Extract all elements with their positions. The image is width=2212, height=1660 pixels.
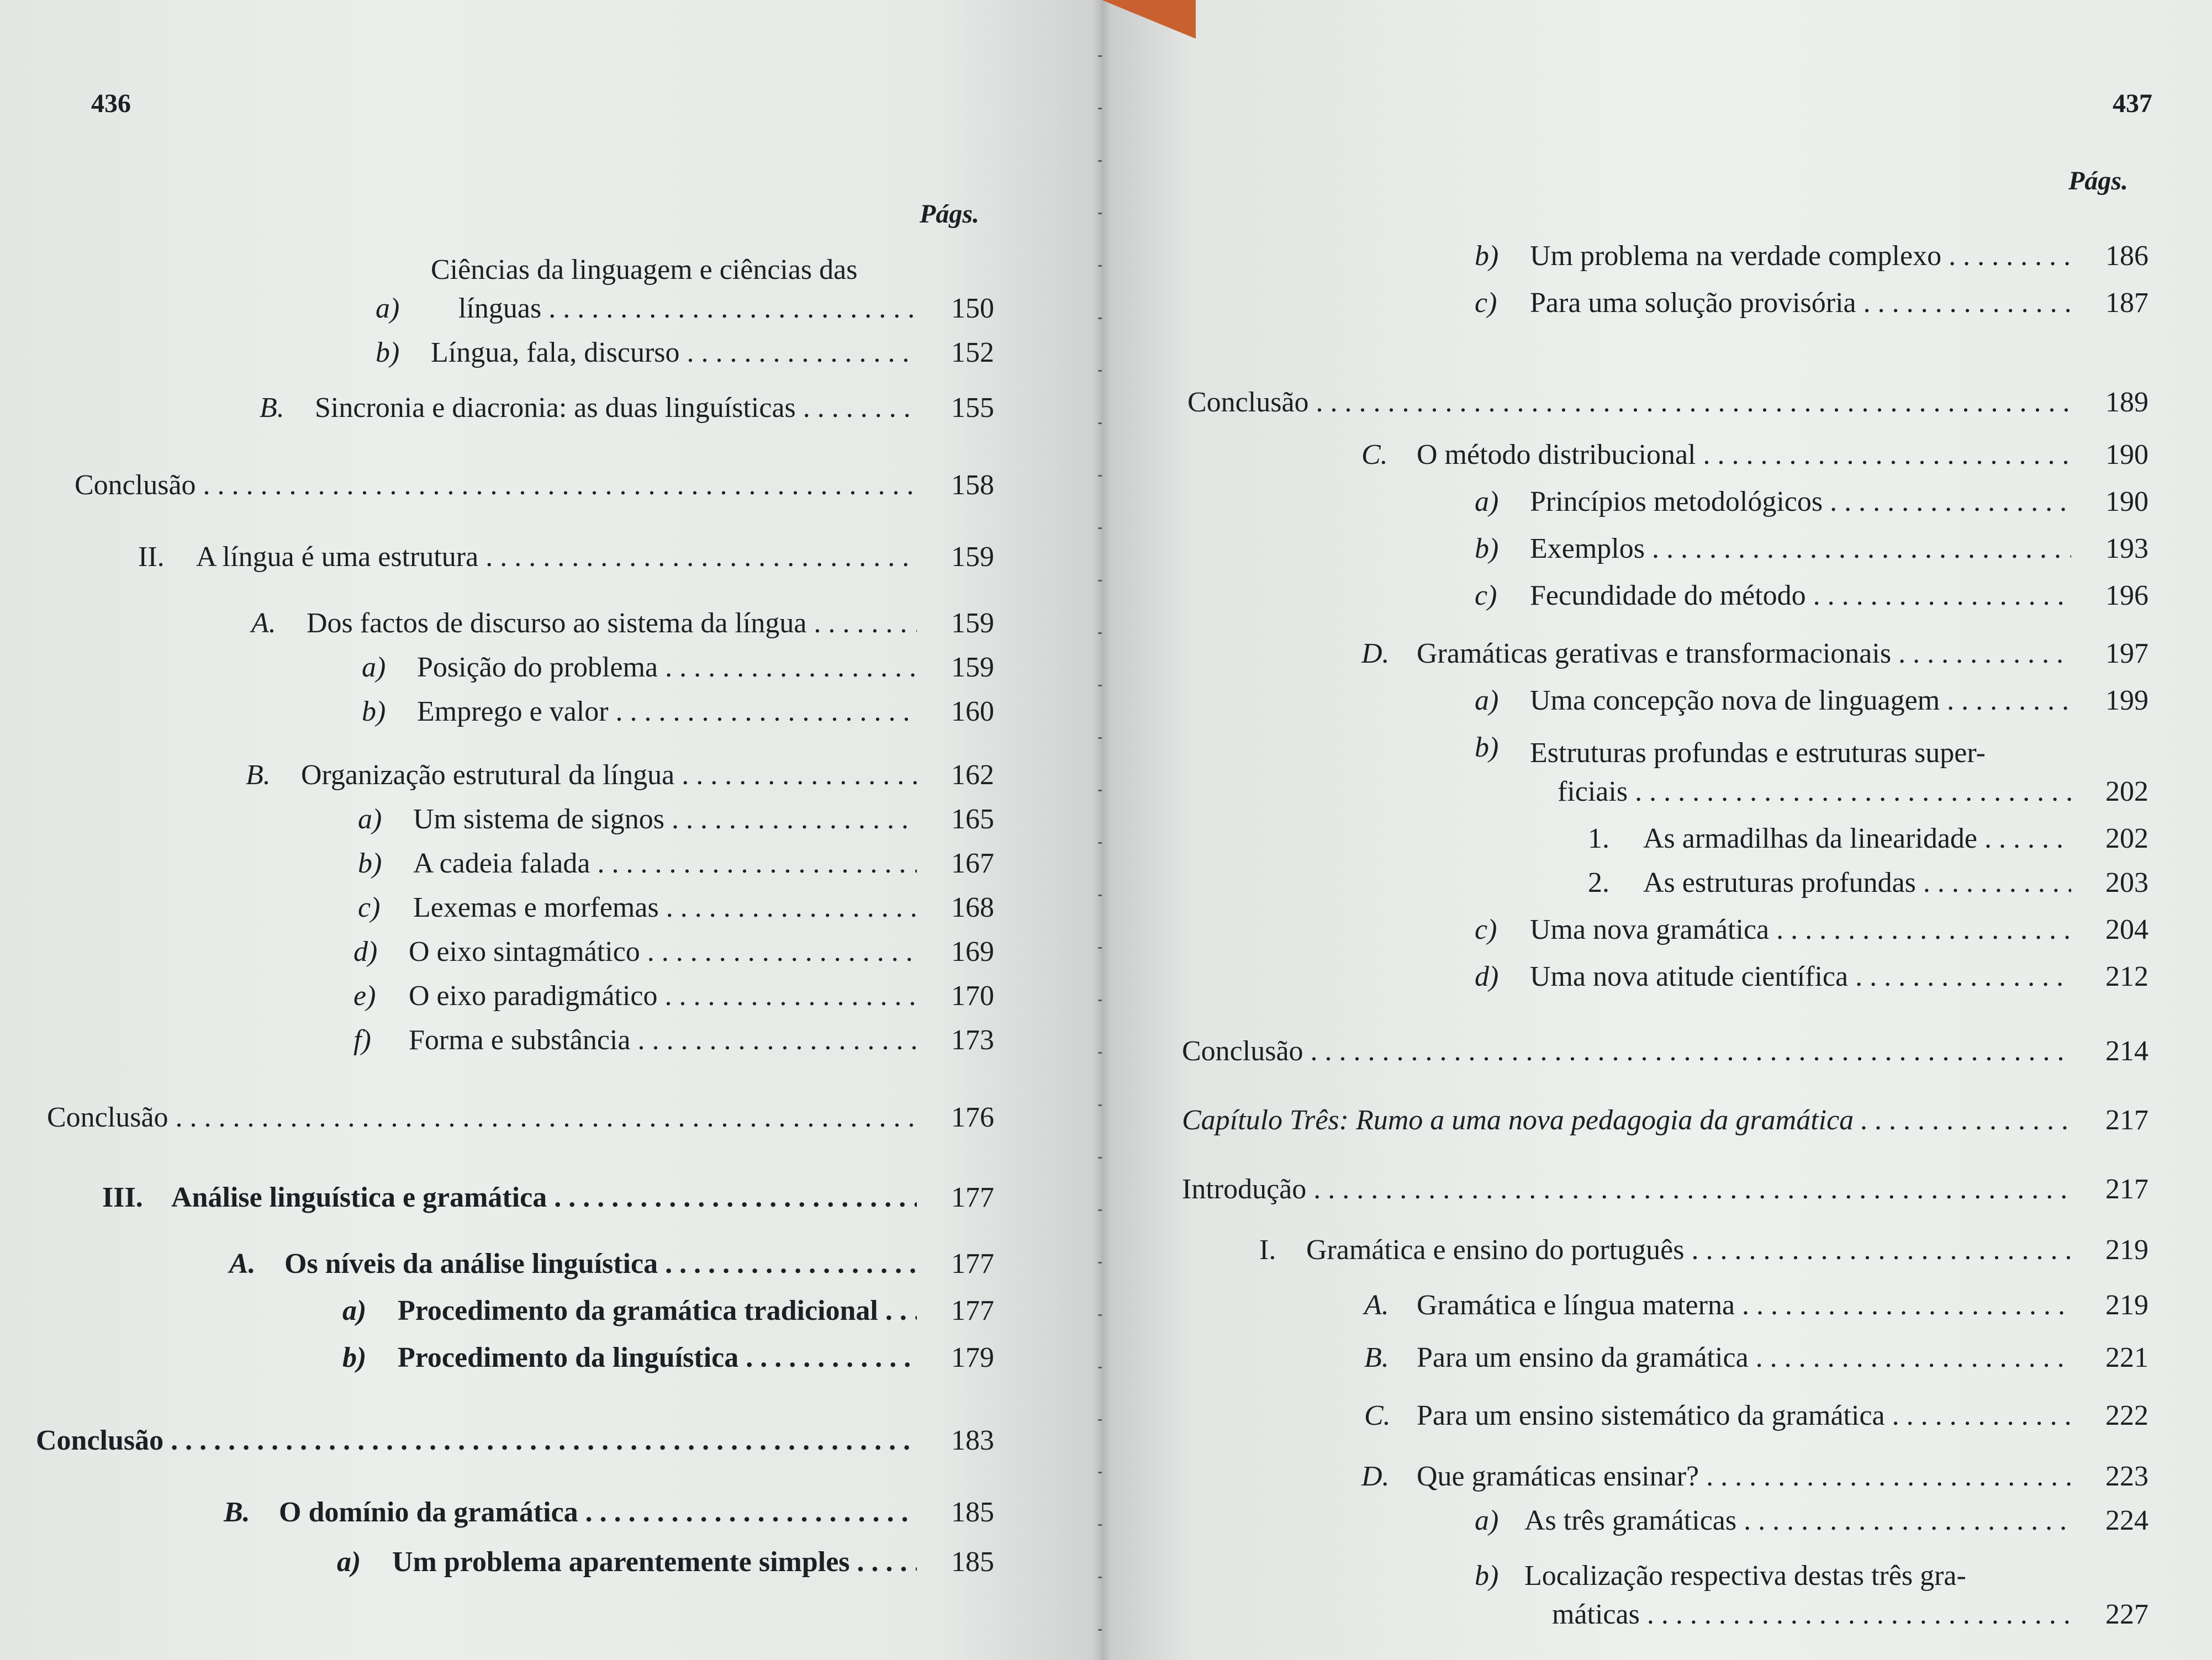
entry-title: Análise linguística e gramática . . . bbox=[171, 1181, 917, 1214]
toc-entry bbox=[358, 842, 994, 885]
toc-entry bbox=[47, 1096, 994, 1139]
entry-marker: B. bbox=[1364, 1342, 1389, 1373]
entry-page: 193 bbox=[2105, 533, 2148, 564]
entry-marker: a) bbox=[1475, 486, 1499, 517]
stitch-mark bbox=[1098, 1262, 1102, 1263]
entry-marker: D. bbox=[1361, 1461, 1390, 1492]
stitch-mark bbox=[1098, 265, 1102, 267]
entry-title: Dos factos de discurso ao sistema da língua . . . bbox=[307, 607, 917, 639]
stitch-mark bbox=[1098, 842, 1102, 844]
stitch-mark bbox=[1098, 737, 1102, 739]
entry-marker: a) bbox=[342, 1295, 367, 1326]
toc-entry bbox=[1475, 908, 2148, 951]
entry-marker: b) bbox=[376, 337, 400, 368]
entry-page: 217 bbox=[2105, 1104, 2148, 1136]
entry-title: Procedimento da linguística . . . bbox=[398, 1341, 917, 1374]
entry-page: 176 bbox=[951, 1102, 994, 1133]
toc-entry bbox=[376, 254, 994, 330]
toc-entry bbox=[1475, 480, 2148, 524]
entry-title: Forma e substância . . . bbox=[409, 1024, 917, 1056]
entry-page: 196 bbox=[2105, 580, 2148, 611]
toc-entry bbox=[138, 536, 994, 579]
entry-title: Organização estrutural da língua . . . bbox=[301, 759, 917, 791]
entry-title-first-line: Localização respectiva destas três gra- bbox=[1524, 1560, 1966, 1592]
toc-entry bbox=[353, 931, 994, 974]
toc-entry bbox=[1182, 1099, 2148, 1142]
entry-page: 173 bbox=[951, 1024, 994, 1056]
toc-entry bbox=[251, 602, 994, 645]
entry-marker: d) bbox=[353, 936, 378, 968]
entry-title: Um problema na verdade complexo . . . bbox=[1530, 240, 2071, 272]
stitch-mark bbox=[1098, 947, 1102, 949]
left-page bbox=[0, 0, 1102, 1660]
entry-marker: III. bbox=[102, 1182, 143, 1213]
toc-entry bbox=[1588, 817, 2148, 860]
stitch-mark bbox=[1098, 580, 1102, 581]
entry-page: 186 bbox=[2105, 240, 2148, 272]
entry-marker: 2. bbox=[1588, 867, 1609, 898]
toc-entry bbox=[75, 464, 994, 507]
entry-title: Para um ensino da gramática . . . bbox=[1417, 1341, 2071, 1374]
entry-page: 165 bbox=[951, 803, 994, 835]
toc-entry bbox=[1259, 1229, 2148, 1272]
entry-title: Gramática e ensino do português . . . bbox=[1306, 1234, 2071, 1266]
entry-title: As armadilhas da linearidade . . . bbox=[1643, 822, 2071, 855]
entry-marker: A. bbox=[229, 1248, 256, 1280]
stitch-mark bbox=[1098, 1157, 1102, 1159]
entry-page: 203 bbox=[2105, 867, 2148, 898]
entry-page: 190 bbox=[2105, 439, 2148, 470]
entry-page: 177 bbox=[951, 1295, 994, 1326]
entry-title-first-line: Estruturas profundas e estruturas super- bbox=[1530, 737, 1986, 769]
page-number: 437 bbox=[2113, 89, 2152, 118]
right-page bbox=[1102, 0, 2212, 1660]
entry-marker: 1. bbox=[1588, 823, 1609, 854]
stitch-mark bbox=[1098, 1367, 1102, 1368]
stitch-mark bbox=[1098, 1000, 1102, 1001]
entry-page: 224 bbox=[2105, 1505, 2148, 1536]
stitch-mark bbox=[1098, 213, 1102, 214]
entry-page: 159 bbox=[951, 607, 994, 639]
toc-entry bbox=[1182, 1030, 2148, 1073]
entry-page: 162 bbox=[951, 759, 994, 791]
stitch-mark bbox=[1098, 1472, 1102, 1473]
toc-entry bbox=[1182, 1168, 2148, 1211]
toc-entry bbox=[1475, 282, 2148, 325]
entry-marker: f) bbox=[353, 1024, 371, 1056]
stitch-mark bbox=[1098, 895, 1102, 896]
toc-entry bbox=[337, 1541, 994, 1584]
toc-entry bbox=[358, 798, 994, 841]
entry-title: Conclusão . . . bbox=[36, 1424, 917, 1457]
entry-marker: c) bbox=[1475, 580, 1497, 611]
entry-title: máticas . . . bbox=[1552, 1598, 2071, 1631]
book-gutter bbox=[1092, 0, 1111, 1660]
toc-entry bbox=[362, 690, 994, 733]
entry-page: 187 bbox=[2105, 287, 2148, 319]
entry-page: 214 bbox=[2105, 1035, 2148, 1067]
entry-page: 150 bbox=[951, 293, 994, 324]
entry-title: Conclusão . . . bbox=[1187, 386, 2071, 419]
entry-title: Conclusão . . . bbox=[47, 1101, 917, 1134]
stitch-mark bbox=[1098, 632, 1102, 634]
toc-entry bbox=[1475, 732, 2148, 813]
toc-entry bbox=[358, 886, 994, 929]
entry-page: 204 bbox=[2105, 914, 2148, 945]
entry-page: 190 bbox=[2105, 486, 2148, 517]
entry-page: 197 bbox=[2105, 638, 2148, 669]
stitch-mark bbox=[1098, 1577, 1102, 1578]
stitch-mark bbox=[1098, 1629, 1102, 1631]
toc-entry bbox=[260, 387, 994, 430]
entry-title: Sincronia e diacronia: as duas linguísticas . . . bbox=[315, 392, 917, 424]
entry-page: 202 bbox=[2105, 823, 2148, 854]
toc-entry bbox=[342, 1336, 994, 1379]
entry-page: 202 bbox=[2105, 776, 2148, 807]
entry-title: Para uma solução provisória . . . bbox=[1530, 287, 2071, 319]
entry-title: A cadeia falada . . . bbox=[413, 847, 917, 880]
entry-page: 183 bbox=[951, 1425, 994, 1456]
entry-title: Língua, fala, discurso . . . bbox=[431, 336, 917, 369]
entry-title: As estruturas profundas . . . bbox=[1643, 866, 2071, 899]
entry-marker: A. bbox=[251, 607, 276, 639]
entry-page: 185 bbox=[951, 1497, 994, 1528]
toc-entry bbox=[1361, 632, 2148, 675]
entry-title: Gramáticas gerativas e transformacionais . . . bbox=[1417, 637, 2071, 670]
toc-entry bbox=[246, 754, 994, 797]
toc-entry bbox=[102, 1176, 994, 1219]
entry-marker: B. bbox=[246, 759, 271, 791]
toc-entry bbox=[1361, 433, 2148, 477]
entry-marker: b) bbox=[1475, 533, 1499, 564]
entry-marker: a) bbox=[1475, 1505, 1499, 1536]
entry-title: Exemplos . . . bbox=[1530, 532, 2071, 565]
stitch-mark bbox=[1098, 108, 1102, 109]
entry-title: Um problema aparentemente simples . . . bbox=[392, 1546, 917, 1578]
entry-marker: B. bbox=[260, 392, 284, 424]
entry-title: Que gramáticas ensinar? . . . bbox=[1417, 1460, 2071, 1493]
entry-marker: a) bbox=[1475, 685, 1499, 716]
entry-page: 185 bbox=[951, 1546, 994, 1578]
toc-entry bbox=[1475, 574, 2148, 617]
page-number: 436 bbox=[91, 89, 131, 118]
toc-entry bbox=[229, 1243, 994, 1286]
entry-page: 189 bbox=[2105, 387, 2148, 418]
entry-marker: c) bbox=[1475, 287, 1497, 319]
toc-entry bbox=[1475, 1560, 2148, 1636]
entry-page: 227 bbox=[2105, 1599, 2148, 1630]
toc-entry bbox=[224, 1491, 994, 1534]
entry-page: 199 bbox=[2105, 685, 2148, 716]
entry-marker: a) bbox=[337, 1546, 361, 1578]
toc-entry bbox=[353, 1019, 994, 1062]
entry-title-first-line: Ciências da linguagem e ciências das bbox=[431, 254, 858, 286]
entry-page: 155 bbox=[951, 392, 994, 424]
entry-title: O método distribucional . . . bbox=[1417, 438, 2071, 471]
toc-entry bbox=[1475, 527, 2148, 570]
toc-entry bbox=[362, 646, 994, 689]
entry-page: 219 bbox=[2105, 1289, 2148, 1321]
entry-marker: a) bbox=[376, 293, 400, 324]
entry-page: 177 bbox=[951, 1182, 994, 1213]
toc-entry bbox=[376, 331, 994, 374]
stitch-mark bbox=[1098, 370, 1102, 372]
entry-title: O domínio da gramática . . . bbox=[279, 1496, 917, 1529]
entry-marker: c) bbox=[358, 892, 381, 923]
entry-marker: b) bbox=[362, 696, 386, 727]
entry-title: Conclusão . . . bbox=[75, 469, 917, 501]
entry-title: línguas . . . bbox=[458, 292, 917, 325]
entry-title: As três gramáticas . . . bbox=[1524, 1504, 2071, 1537]
stitch-mark bbox=[1098, 1209, 1102, 1211]
entry-marker: II. bbox=[138, 541, 165, 573]
toc-entry bbox=[353, 975, 994, 1018]
stitch-mark bbox=[1098, 318, 1102, 319]
entry-marker: a) bbox=[362, 652, 386, 683]
toc-entry bbox=[1588, 861, 2148, 905]
entry-title: Um sistema de signos . . . bbox=[413, 803, 917, 836]
stitch-mark bbox=[1098, 55, 1102, 57]
entry-title: Uma nova atitude científica . . . bbox=[1530, 960, 2071, 993]
entry-marker: b) bbox=[1475, 1560, 1499, 1592]
entry-page: 223 bbox=[2105, 1461, 2148, 1492]
toc-entry bbox=[36, 1419, 994, 1462]
entry-page: 159 bbox=[951, 652, 994, 683]
entry-title: Uma concepção nova de linguagem . . . bbox=[1530, 684, 2071, 717]
entry-title: Lexemas e morfemas . . . bbox=[413, 891, 917, 924]
toc-entry bbox=[1187, 381, 2148, 424]
toc-entry bbox=[1475, 1499, 2148, 1542]
entry-page: 159 bbox=[951, 541, 994, 573]
entry-page: 167 bbox=[951, 848, 994, 879]
entry-title: Capítulo Três: Rumo a uma nova pedagogia da gramática . . . bbox=[1182, 1104, 2071, 1136]
entry-title: ficiais . . . bbox=[1558, 775, 2071, 808]
toc-entry bbox=[342, 1289, 994, 1333]
pags-label: Págs. bbox=[920, 199, 979, 229]
stitch-mark bbox=[1098, 1419, 1102, 1421]
stitch-mark bbox=[1098, 790, 1102, 791]
entry-page: 170 bbox=[951, 980, 994, 1012]
entry-page: 177 bbox=[951, 1248, 994, 1280]
entry-marker: I. bbox=[1259, 1234, 1276, 1266]
entry-title: Fecundidade do método . . . bbox=[1530, 579, 2071, 612]
entry-marker: a) bbox=[358, 803, 382, 835]
stitch-mark bbox=[1098, 475, 1102, 477]
stitch-mark bbox=[1098, 1314, 1102, 1316]
entry-marker: b) bbox=[342, 1342, 367, 1373]
entry-title: Os níveis da análise linguística . . . bbox=[284, 1247, 917, 1280]
toc-entry bbox=[1361, 1455, 2148, 1498]
entry-marker: D. bbox=[1361, 638, 1390, 669]
entry-title: Introdução . . . bbox=[1182, 1173, 2071, 1206]
entry-marker: A. bbox=[1364, 1289, 1389, 1321]
entry-page: 217 bbox=[2105, 1173, 2148, 1205]
entry-marker: c) bbox=[1475, 914, 1497, 945]
entry-marker: B. bbox=[224, 1497, 250, 1528]
entry-page: 152 bbox=[951, 337, 994, 368]
entry-title: Procedimento da gramática tradicional . . . bbox=[398, 1294, 917, 1327]
stitch-mark bbox=[1098, 1052, 1102, 1054]
toc-entry bbox=[1364, 1336, 2148, 1379]
entry-marker: e) bbox=[353, 980, 376, 1012]
entry-page: 179 bbox=[951, 1342, 994, 1373]
stitch-mark bbox=[1098, 1524, 1102, 1526]
entry-page: 212 bbox=[2105, 961, 2148, 992]
entry-title: O eixo paradigmático . . . bbox=[409, 980, 917, 1012]
entry-page: 222 bbox=[2105, 1400, 2148, 1431]
stitch-mark bbox=[1098, 685, 1102, 686]
entry-marker: d) bbox=[1475, 961, 1499, 992]
page-corner bbox=[1102, 0, 1196, 39]
entry-page: 221 bbox=[2105, 1342, 2148, 1373]
toc-entry bbox=[1475, 679, 2148, 722]
entry-marker: b) bbox=[358, 848, 382, 879]
entry-page: 169 bbox=[951, 936, 994, 968]
entry-title: Para um ensino sistemático da gramática . . . bbox=[1417, 1399, 2071, 1432]
stitch-mark bbox=[1098, 422, 1102, 424]
stitch-mark bbox=[1098, 527, 1102, 529]
toc-entry bbox=[1475, 235, 2148, 278]
entry-marker: b) bbox=[1475, 732, 1499, 763]
toc-entry bbox=[1364, 1284, 2148, 1327]
entry-title: Posição do problema . . . bbox=[417, 651, 917, 684]
toc-entry bbox=[1364, 1394, 2148, 1437]
entry-title: Conclusão . . . bbox=[1182, 1035, 2071, 1067]
entry-title: Princípios metodológicos . . . bbox=[1530, 485, 2071, 518]
pags-label: Págs. bbox=[2068, 166, 2128, 195]
entry-title: O eixo sintagmático . . . bbox=[409, 935, 917, 968]
stitch-mark bbox=[1098, 160, 1102, 162]
entry-title: Gramática e língua materna . . . bbox=[1417, 1289, 2071, 1321]
toc-entry bbox=[1475, 955, 2148, 998]
entry-page: 160 bbox=[951, 696, 994, 727]
entry-marker: b) bbox=[1475, 240, 1499, 272]
entry-title: Emprego e valor . . . bbox=[417, 695, 917, 728]
entry-title: A língua é uma estrutura . . . bbox=[196, 541, 917, 573]
entry-title: Uma nova gramática . . . bbox=[1530, 913, 2071, 946]
entry-marker: C. bbox=[1361, 439, 1388, 470]
entry-page: 219 bbox=[2105, 1234, 2148, 1266]
stitch-mark bbox=[1098, 1104, 1102, 1106]
entry-page: 158 bbox=[951, 469, 994, 501]
entry-marker: C. bbox=[1364, 1400, 1391, 1431]
entry-page: 168 bbox=[951, 892, 994, 923]
